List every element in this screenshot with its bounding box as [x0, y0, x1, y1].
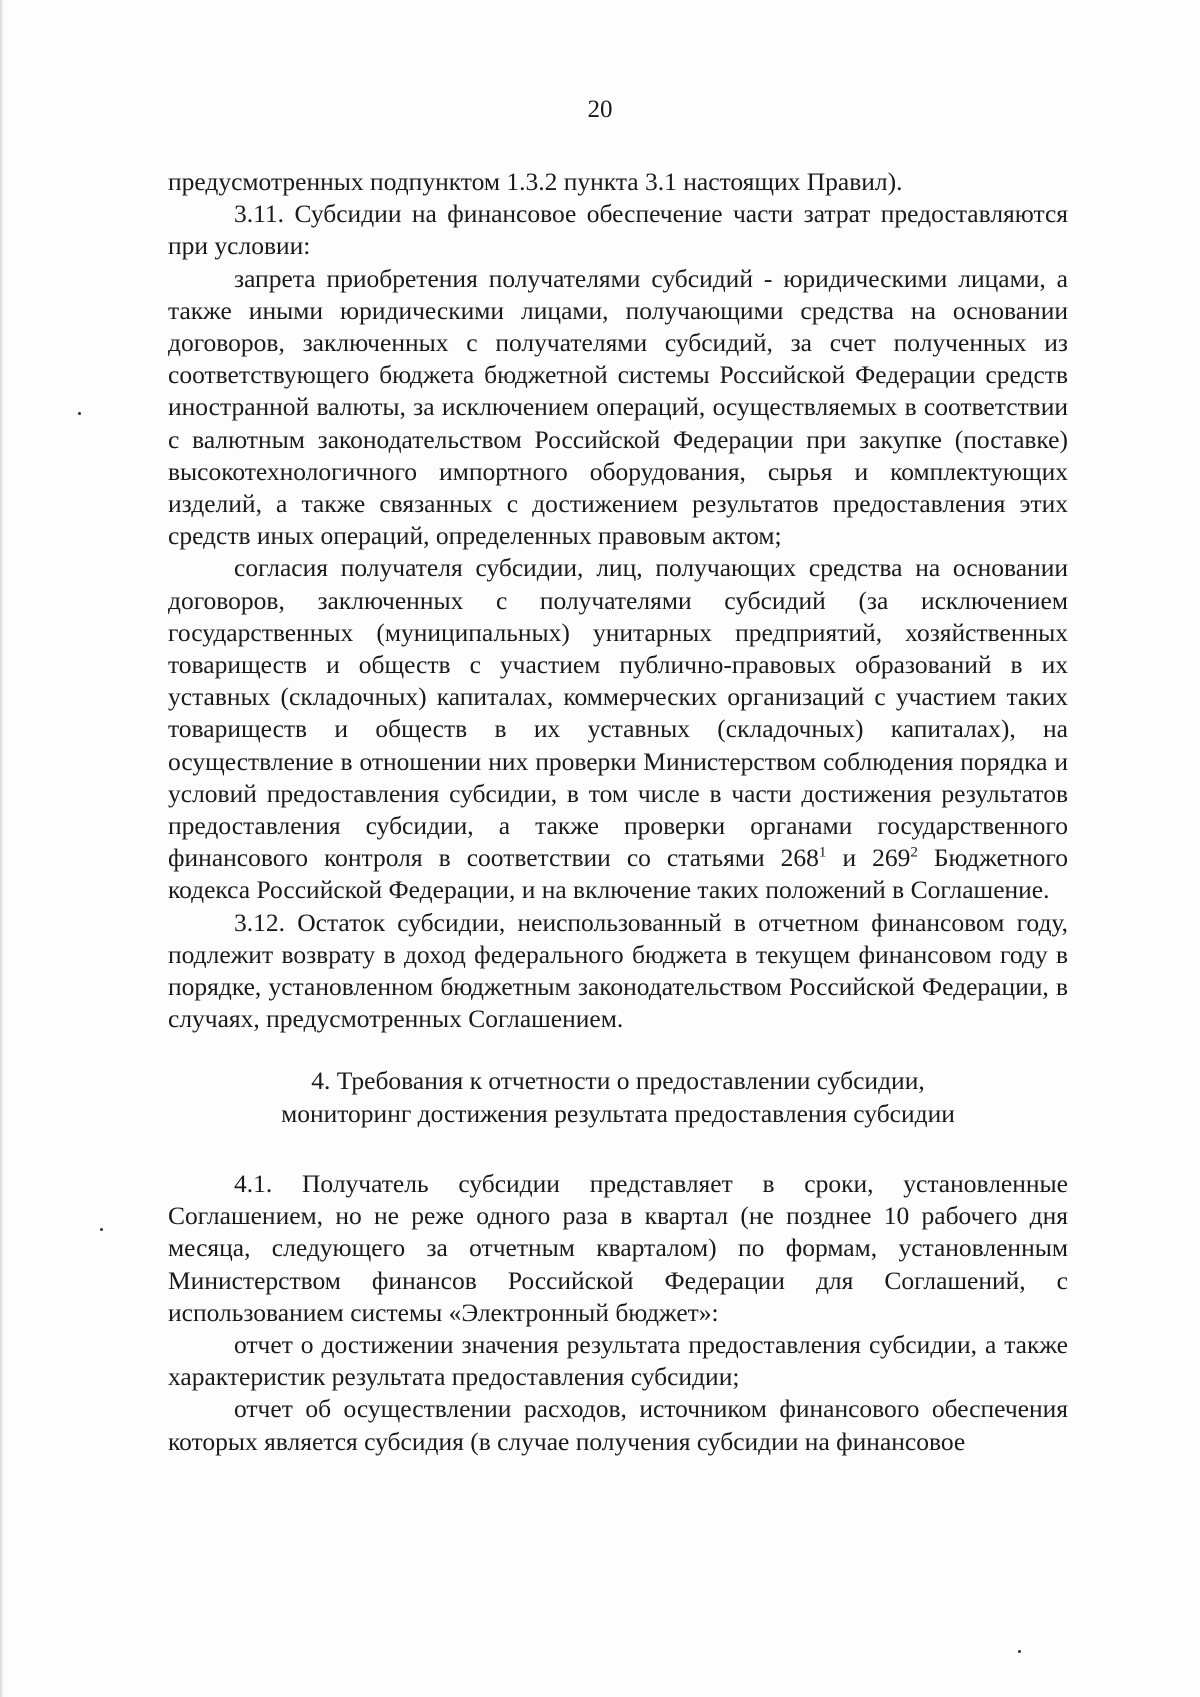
- paragraph-consent-mid: и 269: [826, 843, 911, 873]
- footnote-mark-268: 1: [818, 844, 827, 861]
- paragraph-report-result: отчет о достижении значения результата предоставления субсидии, а также характеристик результата предоставления субсидии;: [168, 1329, 1068, 1392]
- paragraph-consent-end: Бюджетного кодекса Российской Федерации, и на включение таких положений в Соглашение.: [168, 843, 1068, 905]
- scan-edge-shadow: [0, 0, 4, 1697]
- document-body: [168, 166, 1068, 1458]
- scan-speck: [100, 1228, 103, 1231]
- scan-speck: [78, 412, 81, 415]
- paragraph-currency-ban: запрета приобретения получателями субсидий - юридическими лицами, а также иными юридическими лицами, получающими средства на основании договоров, заключенных с получателями субсидий, за счет полученных из соответствующего бюджета бюджетной системы Российской Федерации средств иностранной валюты, за исключением операций, осуществляемых в соответствии с валютным законодательством Российской Федерации при закупке (поставке) высокотехнологичного импортного оборудования, сырья и комплектующих изделий, а также связанных с достижением результатов предоставления этих средств иных операций, определенных правовым актом;: [168, 263, 1068, 551]
- page-number: 20: [587, 96, 613, 123]
- section-4-heading-line1: 4. Требования к отчетности о предоставлении субсидии,: [311, 1066, 925, 1096]
- scan-speck: [1018, 1650, 1021, 1653]
- paragraph-4-1: 4.1. Получатель субсидии представляет в сроки, установленные Соглашением, но не реже одного раза в квартал (не позднее 10 рабочего дня месяца, следующего за отчетным кварталом) по формам, установленным Министерством финансов Российской Федерации для Соглашений, с использованием системы «Электронный бюджет»:: [168, 1168, 1068, 1327]
- paragraph-consent: [168, 552, 1068, 906]
- paragraph-continuation: предусмотренных подпунктом 1.3.2 пункта 3.1 настоящих Правил).: [168, 167, 903, 196]
- paragraph-report-expenses: отчет об осуществлении расходов, источником финансового обеспечения которых является субсидия (в случае получения субсидии на финансовое: [168, 1394, 1068, 1456]
- footnote-mark-269: 2: [910, 844, 918, 861]
- paragraph-3-12: 3.12. Остаток субсидии, неиспользованный в отчетном финансовом году, подлежит возврату в доход федерального бюджета в текущем финансовом году в порядке, установленном бюджетным законодательством Российской Федерации, в случаях, предусмотренных Соглашением.: [168, 907, 1068, 1034]
- section-4-heading-line2: мониторинг достижения результата предоставления субсидии: [281, 1098, 955, 1128]
- paragraph-consent-text: согласия получателя субсидии, лиц, получающих средства на основании договоров, заключенных с получателями субсидий (за исключением государственных (муниципальных) унитарных предприятий, хозяйственных товариществ и обществ с участием публично-правовых образований в их уставных (складочных) капиталах, коммерческих организаций с участием таких товариществ и обществ в их уставных (складочных) капиталах), на осуществление в отношении них проверки Министерством соблюдения порядка и условий предоставления субсидии, в том числе в части достижения результатов предоставления субсидии, а также проверки органами государственного финансового контроля в соответствии со статьями 268: [168, 553, 1068, 873]
- section-4-heading: [168, 1065, 1068, 1129]
- paragraph-3-11: 3.11. Субсидии на финансовое обеспечение части затрат предоставляются при условии:: [168, 199, 1068, 261]
